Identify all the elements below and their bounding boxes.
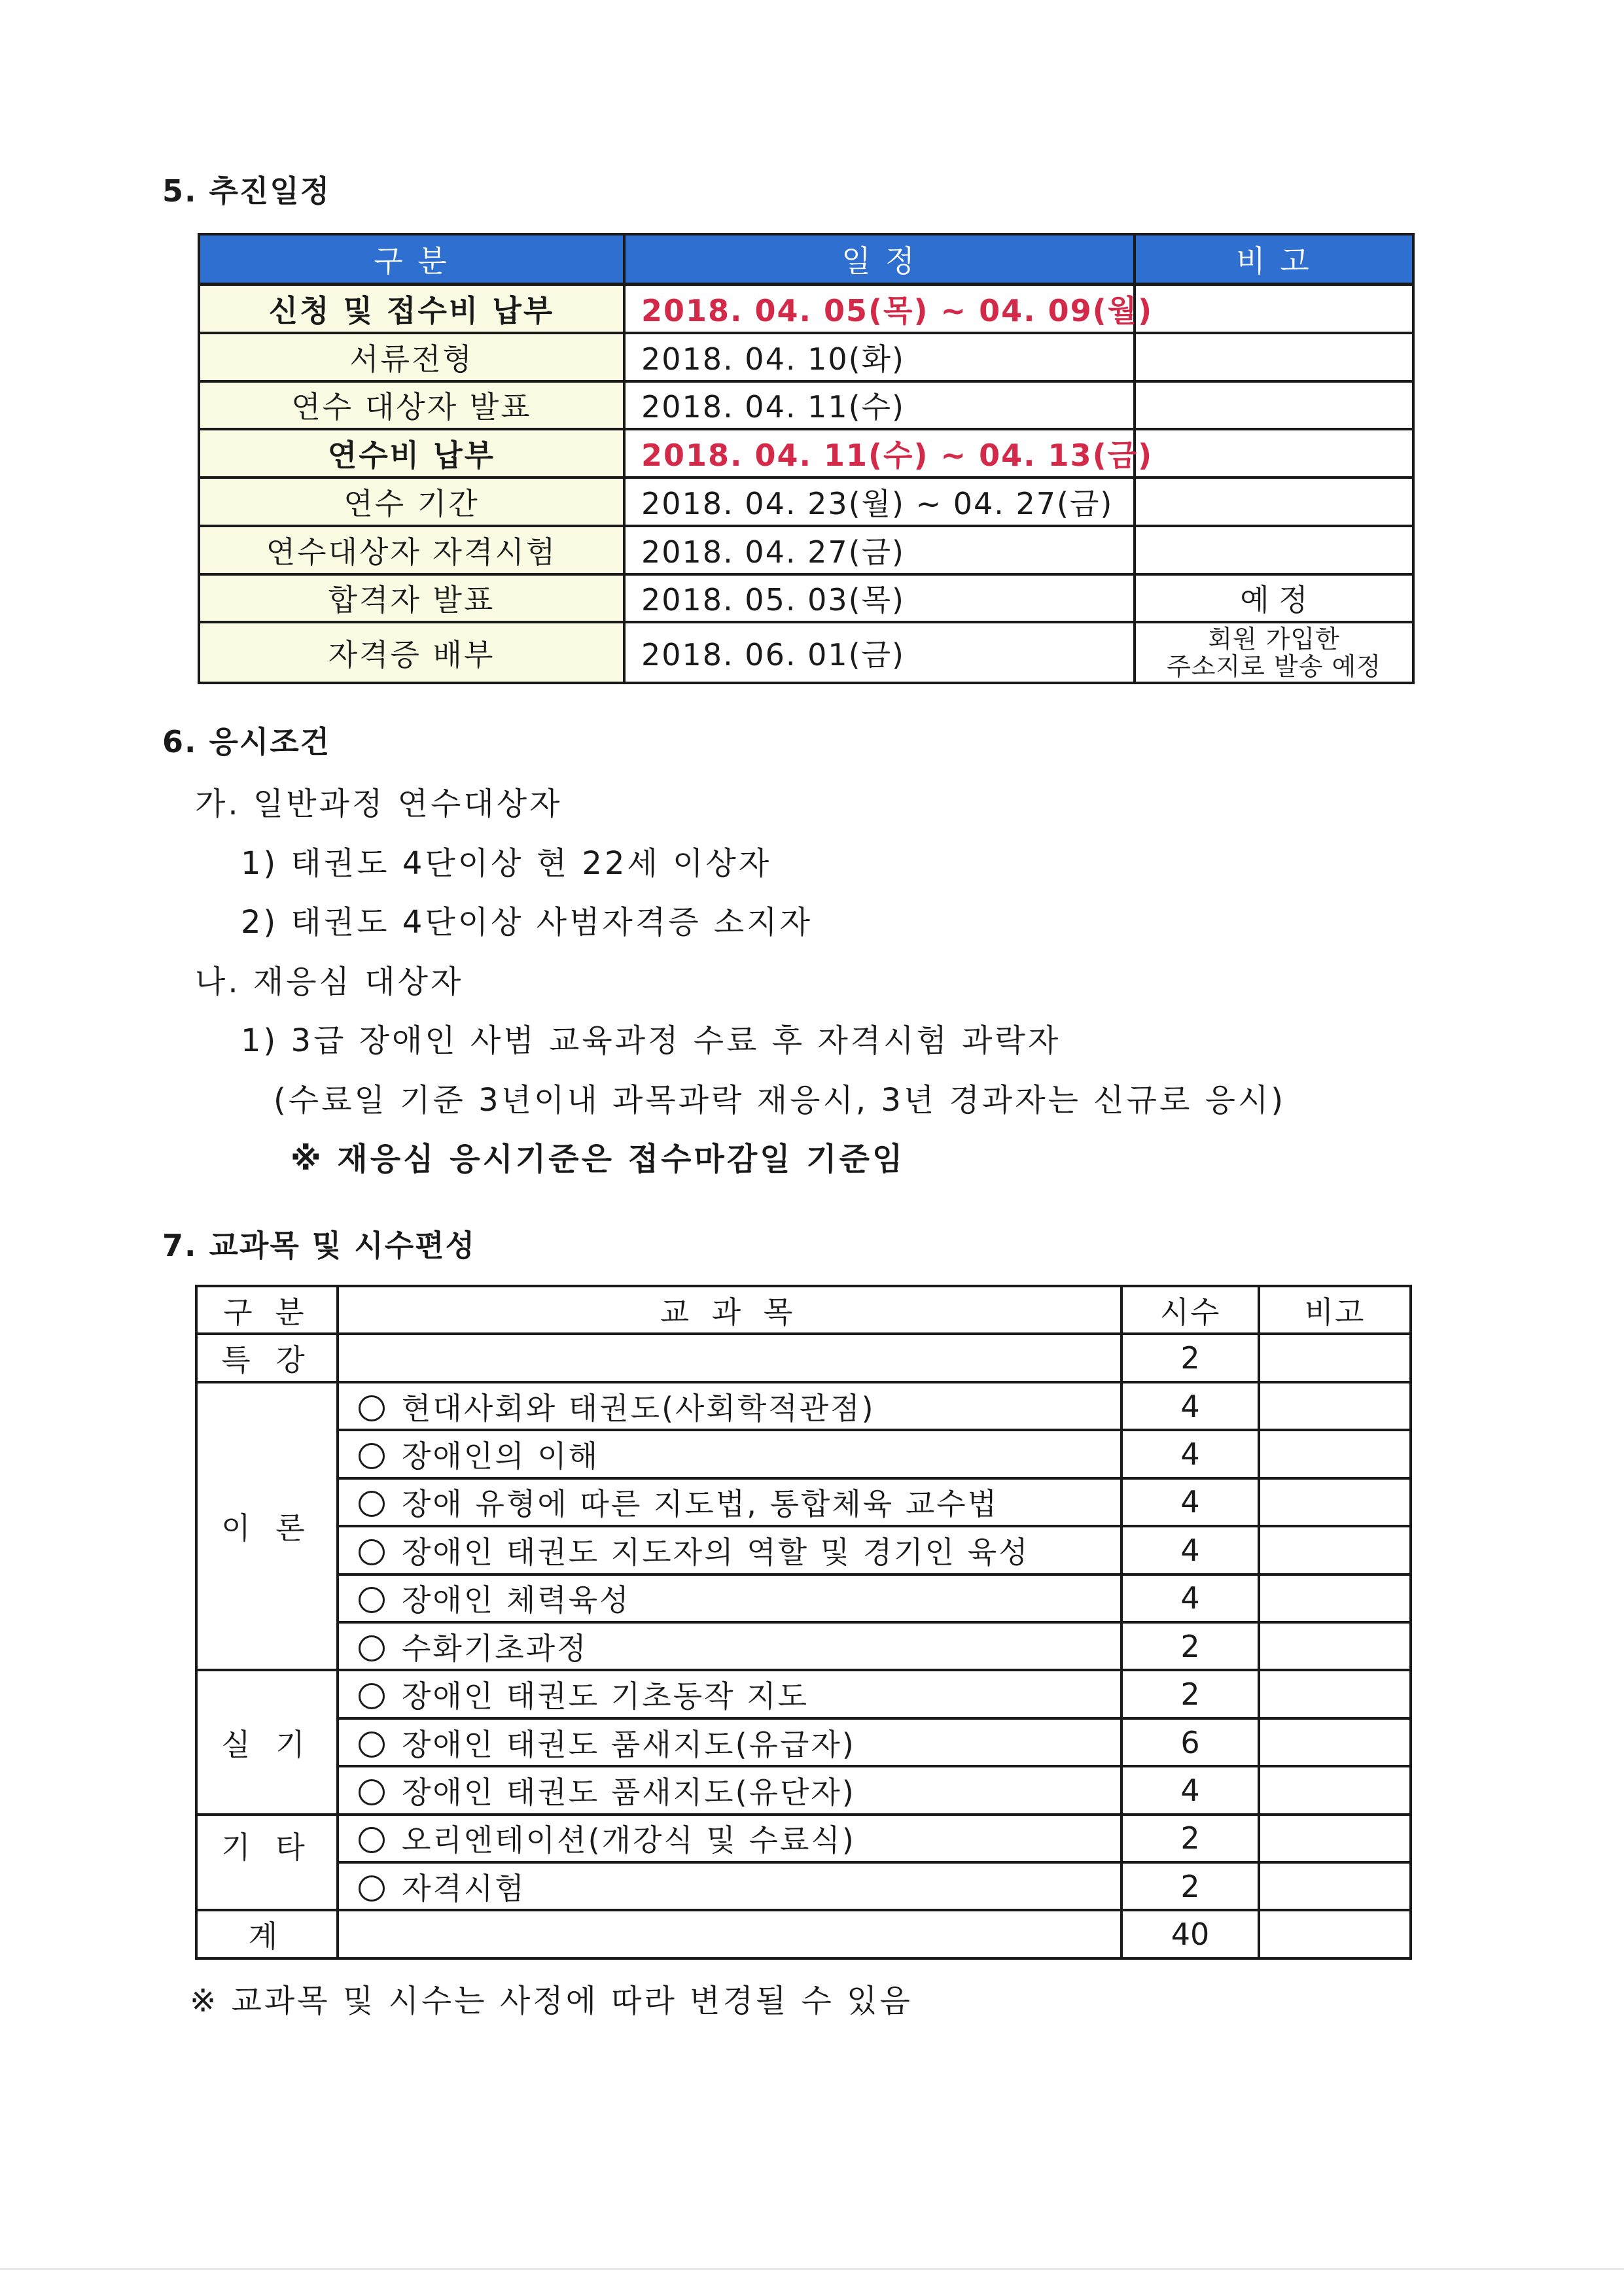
hours-cell: 4 xyxy=(1121,1382,1259,1430)
total-row xyxy=(196,1910,1411,1958)
note-cell xyxy=(1259,1430,1411,1478)
circle-bullet-icon xyxy=(359,1539,385,1565)
note-cell xyxy=(1259,1910,1411,1958)
schedule-note-line: 회원 가입한 xyxy=(1208,624,1340,653)
schedule-item: 자격증 배부 xyxy=(199,622,624,683)
curriculum-header-category: 구 분 xyxy=(196,1286,338,1334)
circle-bullet-icon xyxy=(359,1491,385,1517)
table-row xyxy=(196,1478,1411,1526)
category-practice: 실 기 xyxy=(196,1670,338,1814)
table-row xyxy=(196,1622,1411,1670)
schedule-note xyxy=(1135,285,1413,333)
note-cell xyxy=(1259,1574,1411,1622)
schedule-date: 2018. 04. 05(목) ~ 04. 09(월) xyxy=(624,285,1135,333)
schedule-header-category: 구 분 xyxy=(199,234,624,285)
schedule-date: 2018. 04. 10(화) xyxy=(624,333,1135,381)
hours-cell: 4 xyxy=(1121,1766,1259,1814)
schedule-note xyxy=(1135,622,1413,683)
total-hours: 40 xyxy=(1121,1910,1259,1958)
circle-bullet-icon xyxy=(359,1587,385,1613)
hours-cell: 4 xyxy=(1121,1574,1259,1622)
schedule-row xyxy=(199,622,1413,683)
circle-bullet-icon xyxy=(359,1395,385,1421)
schedule-header-note: 비 고 xyxy=(1135,234,1413,285)
schedule-note xyxy=(1135,478,1413,526)
table-row xyxy=(196,1526,1411,1574)
circle-bullet-icon xyxy=(359,1875,385,1902)
note-cell xyxy=(1259,1718,1411,1766)
condition-b1: 1) 3급 장애인 사범 교육과정 수료 후 자격시험 과락자 xyxy=(241,1022,1061,1059)
schedule-note-line: 주소지로 발송 예정 xyxy=(1167,652,1381,681)
schedule-row xyxy=(199,333,1413,381)
schedule-row xyxy=(199,285,1413,333)
hours-cell: 6 xyxy=(1121,1718,1259,1766)
circle-bullet-icon xyxy=(359,1635,385,1661)
note-cell xyxy=(1259,1670,1411,1718)
schedule-note: 예 정 xyxy=(1135,574,1413,623)
schedule-item: 합격자 발표 xyxy=(199,574,624,623)
subject-cell: 장애인 태권도 품새지도(유급자) xyxy=(338,1718,1121,1766)
circle-bullet-icon xyxy=(359,1779,385,1805)
schedule-row xyxy=(199,429,1413,478)
schedule-row xyxy=(199,381,1413,430)
subject-cell: 수화기초과정 xyxy=(338,1622,1121,1670)
table-row xyxy=(196,1766,1411,1814)
condition-a2: 2) 태권도 4단이상 사범자격증 소지자 xyxy=(241,904,813,941)
condition-a1: 1) 태권도 4단이상 현 22세 이상자 xyxy=(241,845,772,882)
schedule-table xyxy=(198,233,1415,684)
hours-cell: 2 xyxy=(1121,1815,1259,1862)
note-cell xyxy=(1259,1478,1411,1526)
category-theory: 이 론 xyxy=(196,1382,338,1671)
subject-cell: 장애인 태권도 기초동작 지도 xyxy=(338,1670,1121,1718)
circle-bullet-icon xyxy=(359,1827,385,1853)
category-total: 계 xyxy=(196,1910,338,1958)
schedule-row xyxy=(199,526,1413,574)
condition-a: 가. 일반과정 연수대상자 xyxy=(195,786,563,822)
schedule-item: 연수비 납부 xyxy=(199,429,624,478)
schedule-row xyxy=(199,574,1413,623)
subject-cell: 현대사회와 태권도(사회학적관점) xyxy=(338,1382,1121,1430)
curriculum-footnote: ※ 교과목 및 시수는 사정에 따라 변경될 수 있음 xyxy=(190,1983,913,2019)
subject-cell: 장애 유형에 따른 지도법, 통합체육 교수법 xyxy=(338,1478,1121,1526)
table-row xyxy=(196,1815,1411,1862)
schedule-date: 2018. 06. 01(금) xyxy=(624,622,1135,683)
schedule-row xyxy=(199,478,1413,526)
hours-cell: 4 xyxy=(1121,1430,1259,1478)
schedule-note xyxy=(1135,333,1413,381)
subject-cell: 오리엔테이션(개강식 및 수료식) xyxy=(338,1815,1121,1862)
schedule-item: 연수 기간 xyxy=(199,478,624,526)
schedule-date: 2018. 05. 03(목) xyxy=(624,574,1135,623)
hours-cell: 2 xyxy=(1121,1670,1259,1718)
schedule-date: 2018. 04. 11(수) xyxy=(624,381,1135,430)
note-cell xyxy=(1259,1382,1411,1430)
table-row xyxy=(196,1334,1411,1382)
subject-cell: 자격시험 xyxy=(338,1862,1121,1910)
schedule-note xyxy=(1135,429,1413,478)
section-5-title: 5. 추진일정 xyxy=(162,173,331,209)
hours-cell: 4 xyxy=(1121,1478,1259,1526)
schedule-date: 2018. 04. 11(수) ~ 04. 13(금) xyxy=(624,429,1135,478)
hours-cell: 2 xyxy=(1121,1334,1259,1382)
curriculum-table xyxy=(195,1285,1412,1960)
note-cell xyxy=(1259,1766,1411,1814)
hours-cell: 4 xyxy=(1121,1526,1259,1574)
section-7-title: 7. 교과목 및 시수편성 xyxy=(162,1228,476,1263)
schedule-item: 연수대상자 자격시험 xyxy=(199,526,624,574)
subject-cell xyxy=(338,1334,1121,1382)
schedule-note xyxy=(1135,381,1413,430)
note-cell xyxy=(1259,1526,1411,1574)
section-6-title: 6. 응시조건 xyxy=(162,724,331,759)
curriculum-header-subject: 교 과 목 xyxy=(338,1286,1121,1334)
note-cell xyxy=(1259,1334,1411,1382)
schedule-item: 서류전형 xyxy=(199,333,624,381)
curriculum-header-hours: 시수 xyxy=(1121,1286,1259,1334)
schedule-item: 연수 대상자 발표 xyxy=(199,381,624,430)
table-row xyxy=(196,1718,1411,1766)
subject-cell: 장애인 태권도 지도자의 역할 및 경기인 육성 xyxy=(338,1526,1121,1574)
condition-b: 나. 재응심 대상자 xyxy=(195,964,464,1000)
subject-cell: 장애인 체력육성 xyxy=(338,1574,1121,1622)
table-row xyxy=(196,1382,1411,1430)
schedule-date: 2018. 04. 23(월) ~ 04. 27(금) xyxy=(624,478,1135,526)
page-bottom-rule xyxy=(0,2268,1624,2270)
category-etc: 기 타 xyxy=(196,1815,338,1911)
curriculum-header-row xyxy=(196,1286,1411,1334)
subject-cell xyxy=(338,1910,1121,1958)
curriculum-header-note: 비고 xyxy=(1259,1286,1411,1334)
note-cell xyxy=(1259,1815,1411,1862)
table-row xyxy=(196,1670,1411,1718)
circle-bullet-icon xyxy=(359,1443,385,1469)
schedule-item: 신청 및 접수비 납부 xyxy=(199,285,624,333)
subject-cell: 장애인의 이해 xyxy=(338,1430,1121,1478)
table-row xyxy=(196,1574,1411,1622)
schedule-header-date: 일 정 xyxy=(624,234,1135,285)
condition-b1-note: (수료일 기준 3년이내 과목과락 재응시, 3년 경과자는 신규로 응시) xyxy=(274,1082,1286,1119)
retest-notice: ※ 재응심 응시기준은 접수마감일 기준임 xyxy=(291,1141,906,1177)
note-cell xyxy=(1259,1622,1411,1670)
category-special: 특 강 xyxy=(196,1334,338,1382)
note-cell xyxy=(1259,1862,1411,1910)
table-row xyxy=(196,1862,1411,1910)
schedule-header-row xyxy=(199,234,1413,285)
schedule-note xyxy=(1135,526,1413,574)
hours-cell: 2 xyxy=(1121,1622,1259,1670)
circle-bullet-icon xyxy=(359,1731,385,1758)
circle-bullet-icon xyxy=(359,1683,385,1709)
schedule-date: 2018. 04. 27(금) xyxy=(624,526,1135,574)
hours-cell: 2 xyxy=(1121,1862,1259,1910)
table-row xyxy=(196,1430,1411,1478)
subject-cell: 장애인 태권도 품새지도(유단자) xyxy=(338,1766,1121,1814)
